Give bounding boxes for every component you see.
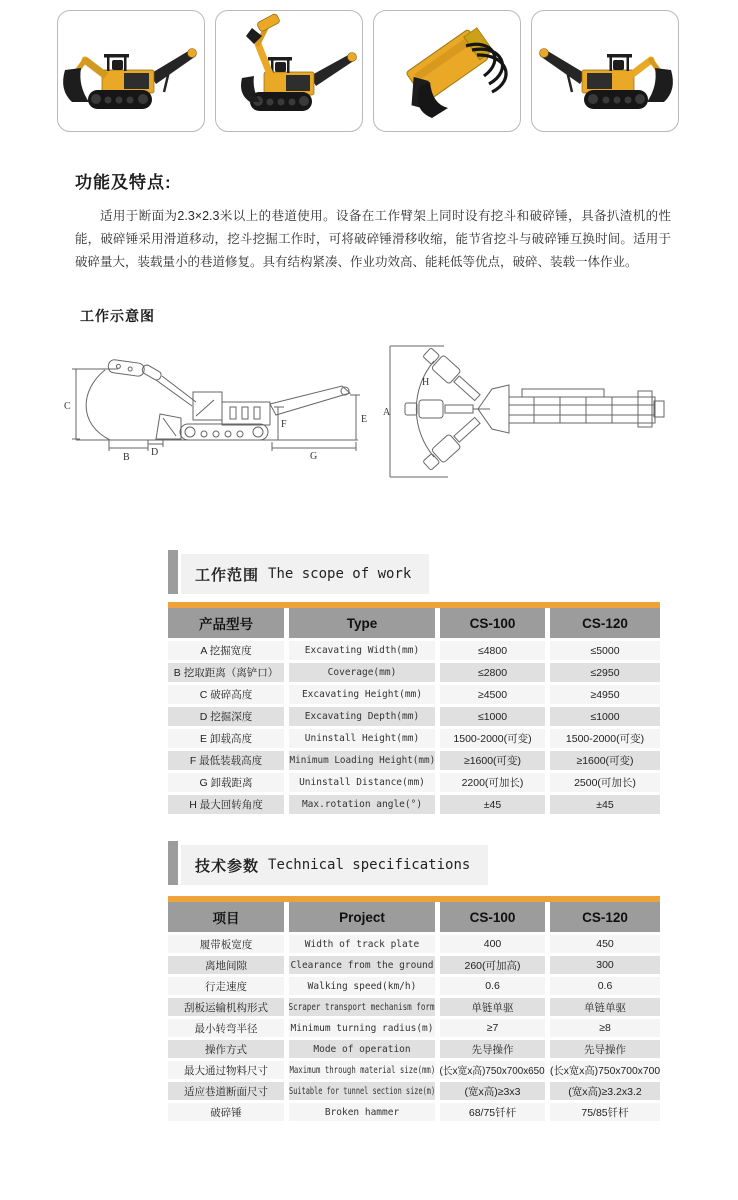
table-row [168, 795, 660, 814]
title-accent-bar [168, 841, 178, 885]
scope-table [168, 602, 660, 814]
table-cell [440, 773, 545, 792]
side-view-diagram [60, 352, 390, 497]
table-cell [289, 773, 435, 792]
top-view-diagram [382, 333, 682, 483]
cell-text: (宽x高)≥3x3 [464, 1085, 521, 1098]
cell-text: Minimum turning radius(m) [290, 1022, 434, 1034]
table-cell [289, 1040, 435, 1058]
cell-text: C 破碎高度 [199, 689, 253, 701]
cell-text: B 挖取距离（离铲口） [173, 667, 279, 679]
table-cell [550, 935, 660, 953]
table-row [168, 751, 660, 770]
machine-side-mirrored-image [532, 12, 678, 130]
spec-title-en: Technical specifications [268, 857, 471, 873]
table-cell [168, 641, 284, 660]
cell-text: 最小转弯半径 [194, 1022, 258, 1035]
cell-text: Walking speed(km/h) [307, 980, 417, 992]
table-row [168, 663, 660, 682]
cell-text: ≥4950 [590, 688, 620, 701]
cell-text: Excavating Width(mm) [304, 645, 420, 656]
cell-text: 适应巷道断面尺寸 [184, 1085, 268, 1098]
table-cell [289, 685, 435, 704]
cell-text: 300 [596, 959, 614, 971]
table-cell [440, 935, 545, 953]
table-cell [168, 1040, 284, 1058]
table-cell [550, 795, 660, 814]
table-cell [550, 729, 660, 748]
table-cell [440, 707, 545, 726]
cell-text: Clearance from the ground [290, 959, 434, 971]
cell-text: Broken hammer [324, 1106, 400, 1118]
scope-table-header [168, 608, 660, 638]
cell-text: Excavating Height(mm) [301, 689, 423, 700]
cell-text: 先导操作 [584, 1043, 626, 1056]
table-cell [289, 977, 435, 995]
features-section [75, 168, 671, 274]
table-cell [440, 998, 545, 1016]
table-row [168, 977, 660, 995]
table-cell [168, 977, 284, 995]
table-cell [550, 1103, 660, 1121]
scope-title-en: The scope of work [268, 566, 412, 582]
table-cell [168, 956, 284, 974]
spec-table-header [168, 902, 660, 932]
product-photo-4 [531, 10, 679, 132]
table-cell [550, 641, 660, 660]
table-cell [289, 1019, 435, 1037]
table-row [168, 1040, 660, 1058]
column-header: Type [289, 608, 435, 638]
cell-text: ≤2800 [477, 666, 508, 679]
table-cell [440, 685, 545, 704]
table-cell [550, 751, 660, 770]
features-heading: 功能及特点: [75, 173, 172, 192]
cell-text: 行走速度 [205, 980, 247, 993]
table-cell [440, 1082, 545, 1100]
cell-text: (长x宽x高)750x700x700 [550, 1064, 660, 1077]
cell-text: 1500-2000(可变) [565, 733, 645, 745]
table-cell [289, 998, 435, 1016]
cell-text: 0.6 [597, 980, 613, 992]
table-cell [440, 977, 545, 995]
cell-text: Scraper transport mechanism form [289, 1001, 435, 1013]
table-row [168, 729, 660, 748]
cell-text: G 卸载距离 [199, 777, 253, 789]
spec-section-title [168, 841, 488, 885]
table-cell [289, 1103, 435, 1121]
column-header: 项目 [168, 902, 284, 932]
table-row [168, 773, 660, 792]
table-cell [289, 935, 435, 953]
cell-text: Excavating Depth(mm) [304, 711, 420, 722]
table-cell [440, 751, 545, 770]
dim-label-F: F [281, 419, 287, 430]
table-cell [289, 707, 435, 726]
table-cell [168, 1061, 284, 1079]
cell-text: ±45 [483, 798, 502, 811]
table-cell [168, 795, 284, 814]
table-row [168, 1061, 660, 1079]
table-row [168, 685, 660, 704]
cell-text: (长x宽x高)750x700x650 [440, 1064, 545, 1077]
table-cell [168, 773, 284, 792]
dim-label-C: C [64, 401, 71, 412]
table-row [168, 641, 660, 660]
scope-table-body [168, 641, 660, 814]
cell-text: ≥8 [599, 1022, 611, 1034]
cell-text: 75/85钎杆 [581, 1106, 629, 1119]
table-cell [440, 663, 545, 682]
table-cell [168, 1019, 284, 1037]
cell-text: (宽x高)≥3.2x3.2 [568, 1085, 642, 1098]
cell-text: Suitable for tunnel section size(m) [289, 1085, 435, 1097]
table-cell [168, 998, 284, 1016]
table-cell [289, 795, 435, 814]
table-cell [168, 663, 284, 682]
cell-text: 1500-2000(可变) [453, 733, 532, 745]
product-photo-2 [215, 10, 363, 132]
cell-text: 履带板宽度 [199, 938, 253, 951]
cell-text: H 最大回转角度 [189, 799, 263, 811]
table-cell [289, 729, 435, 748]
product-photo-1 [57, 10, 205, 132]
table-cell [168, 935, 284, 953]
cell-text: 450 [596, 938, 614, 950]
table-row [168, 707, 660, 726]
table-cell [168, 685, 284, 704]
table-cell [289, 663, 435, 682]
cell-text: 离地间隙 [205, 959, 247, 972]
cell-text: 先导操作 [471, 1043, 514, 1056]
cell-text: ≤2950 [590, 666, 620, 679]
spec-table [168, 896, 660, 1121]
cell-text: Maximum through material size(mm) [289, 1064, 435, 1076]
table-cell [440, 641, 545, 660]
cell-text: 单链单驱 [471, 1001, 514, 1014]
machine-side-boom-down-image [58, 12, 204, 130]
table-row [168, 1019, 660, 1037]
table-cell [168, 729, 284, 748]
product-photo-strip [57, 10, 679, 132]
table-cell [550, 1061, 660, 1079]
table-cell [440, 1061, 545, 1079]
features-paragraph: 适用于断面为2.3×2.3米以上的巷道使用。设备在工作臂架上同时设有挖斗和破碎锤，具备扒渣机的性能，破碎锤采用滑道移动，挖斗挖掘工作时，可将破碎锤滑移收缩，能节省挖斗与破碎锤互换时间。适用于破碎量大，装载量小的巷道修复。具有结构紧凑、作业功效高、能耗低等优点，破碎、装载一体作业。 [75, 209, 671, 270]
cell-text: 400 [483, 938, 502, 950]
machine-boom-raised-image [216, 12, 362, 130]
cell-text: Minimum Loading Height(mm) [289, 755, 435, 766]
dim-label-E: E [361, 414, 368, 425]
table-cell [289, 956, 435, 974]
cell-text: ≥4500 [477, 688, 508, 701]
table-row [168, 1103, 660, 1121]
table-row [168, 956, 660, 974]
product-photo-3 [373, 10, 521, 132]
cell-text: A 挖掘宽度 [200, 645, 252, 657]
cell-text: ≤4800 [477, 644, 508, 657]
cell-text: E 卸载高度 [200, 733, 252, 745]
table-cell [440, 1040, 545, 1058]
cell-text: Uninstall Height(mm) [304, 733, 420, 744]
table-cell [550, 1082, 660, 1100]
cell-text: Coverage(mm) [327, 667, 397, 678]
table-cell [550, 685, 660, 704]
table-cell [168, 1082, 284, 1100]
table-cell [168, 1103, 284, 1121]
table-cell [440, 956, 545, 974]
cell-text: 单链单驱 [584, 1001, 626, 1014]
table-cell [289, 1061, 435, 1079]
cell-text: F 最低装载高度 [189, 755, 263, 767]
table-cell [289, 641, 435, 660]
cell-text: Width of track plate [304, 938, 420, 950]
cell-text: ≥1600(可变) [463, 755, 522, 767]
table-row [168, 998, 660, 1016]
cell-text: ≤1000 [590, 710, 620, 723]
cell-text: 68/75钎杆 [468, 1106, 517, 1119]
table-cell [550, 707, 660, 726]
table-cell [550, 977, 660, 995]
title-accent-bar [168, 550, 178, 594]
table-cell [550, 956, 660, 974]
cell-text: 2500(可加长) [574, 777, 636, 789]
column-header: CS-100 [440, 902, 545, 932]
cell-text: 刮板运输机构形式 [184, 1001, 268, 1014]
dim-label-H: H [422, 377, 430, 388]
table-row [168, 935, 660, 953]
table-cell [550, 773, 660, 792]
column-header: CS-100 [440, 608, 545, 638]
spec-table-body [168, 935, 660, 1121]
dim-label-A: A [383, 407, 391, 418]
cell-text: 破碎锤 [210, 1106, 242, 1119]
cell-text: ≥7 [486, 1022, 499, 1034]
column-header: CS-120 [550, 902, 660, 932]
column-header: CS-120 [550, 608, 660, 638]
dim-label-D: D [151, 447, 159, 458]
table-cell [550, 663, 660, 682]
table-cell [440, 1019, 545, 1037]
table-cell [550, 1019, 660, 1037]
column-header: 产品型号 [168, 608, 284, 638]
diagram-heading: 工作示意图 [80, 308, 155, 324]
scope-section-title [168, 550, 429, 594]
crusher-attachment-image [374, 12, 520, 130]
table-cell [168, 751, 284, 770]
table-cell [440, 1103, 545, 1121]
cell-text: 操作方式 [205, 1043, 247, 1056]
cell-text: Mode of operation [313, 1043, 411, 1055]
cell-text: 2200(可加长) [461, 777, 524, 789]
column-header: Project [289, 902, 435, 932]
table-cell [440, 795, 545, 814]
spec-title-zh: 技术参数 [195, 857, 260, 875]
table-cell [440, 729, 545, 748]
dim-label-G: G [310, 451, 318, 462]
table-row [168, 1082, 660, 1100]
cell-text: ±45 [596, 798, 614, 811]
table-cell [289, 751, 435, 770]
cell-text: Uninstall Distance(mm) [299, 777, 425, 788]
cell-text: 0.6 [485, 980, 500, 992]
table-cell [168, 707, 284, 726]
table-cell [550, 998, 660, 1016]
cell-text: D 挖掘深度 [199, 711, 253, 723]
cell-text: ≤5000 [590, 644, 620, 657]
cell-text: ≤1000 [477, 710, 508, 723]
scope-title-zh: 工作范围 [195, 566, 260, 584]
cell-text: 260(可加高) [464, 959, 521, 972]
table-cell [550, 1040, 660, 1058]
table-cell [289, 1082, 435, 1100]
dim-label-B: B [123, 452, 130, 463]
cell-text: ≥1600(可变) [576, 755, 634, 767]
cell-text: 最大通过物料尺寸 [184, 1064, 268, 1077]
cell-text: Max.rotation angle(°) [301, 799, 423, 810]
